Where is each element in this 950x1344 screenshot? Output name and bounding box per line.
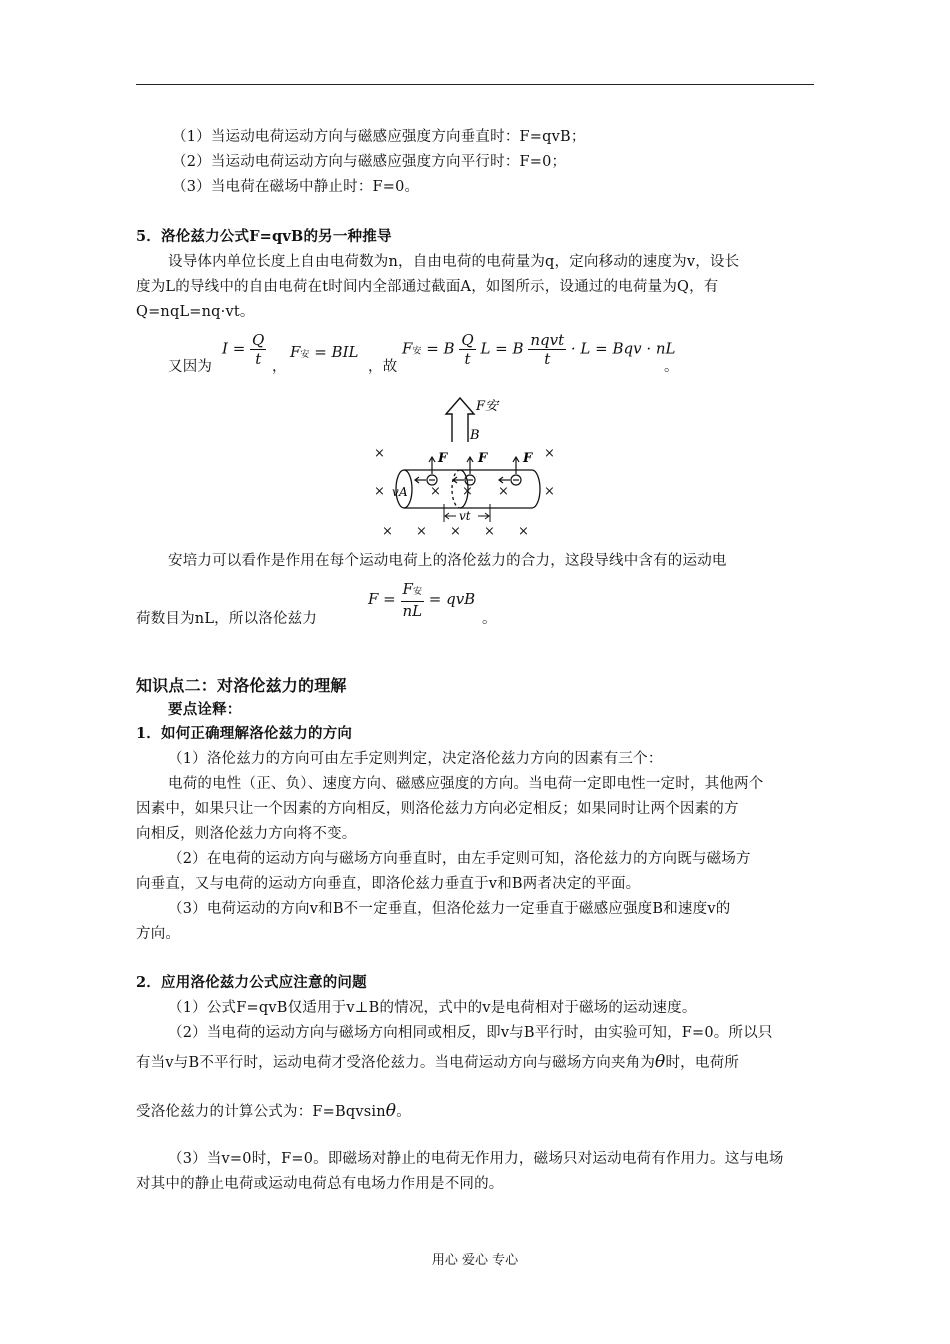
section-heading: 2．应用洛伦兹力公式应注意的问题 xyxy=(136,974,367,991)
formula-ampere xyxy=(290,343,358,361)
formula-current xyxy=(222,331,266,368)
subscript: 安 xyxy=(300,350,310,360)
theta-symbol: θ xyxy=(655,1052,666,1072)
text-line: ， xyxy=(272,359,287,375)
text-line: （1）洛伦兹力的方向可由左手定则判定，决定洛伦兹力方向的因素有三个： xyxy=(168,751,663,767)
numerator: F xyxy=(402,580,413,598)
text-line: 荷数目为nL，所以洛伦兹力 xyxy=(136,611,318,627)
numerator: Q xyxy=(461,331,474,349)
formula-text: F = xyxy=(368,590,396,608)
denominator: t xyxy=(544,350,551,368)
fraction xyxy=(250,331,266,368)
text-line: 方向。 xyxy=(136,926,181,942)
svg-text:×: × xyxy=(518,524,529,539)
label-F-an: F安 xyxy=(476,399,499,414)
label-F: F xyxy=(478,451,488,466)
page-footer: 用心 爱心 专心 xyxy=(431,1253,519,1268)
formula-text: · L = Bqv · nL xyxy=(570,339,676,358)
fraction xyxy=(528,331,566,368)
svg-text:×: × xyxy=(462,484,473,499)
text-line: （1）公式F=qvB仅适用于v⊥B的情况，式中的v是电荷相对于磁场的运动速度。 xyxy=(168,1000,697,1016)
svg-text:×: × xyxy=(382,524,393,539)
svg-text:×: × xyxy=(498,484,509,499)
text-line: （2）在电荷的运动方向与磁场方向垂直时，由左手定则可知，洛伦兹力的方向既与磁场方 xyxy=(168,851,751,867)
formula-text: F xyxy=(290,343,301,361)
wire-figure xyxy=(360,392,560,542)
text-span: 受洛伦兹力的计算公式为：F=Bqvsin xyxy=(136,1104,386,1120)
section-title: 知识点二：对洛伦兹力的理解 xyxy=(136,676,347,695)
label-F: F xyxy=(438,451,448,466)
fraction xyxy=(459,331,475,368)
denominator: t xyxy=(464,350,471,368)
text-line: 向相反，则洛伦兹力方向将不变。 xyxy=(136,826,357,842)
svg-text:×: × xyxy=(450,524,461,539)
text-line: （2）当电荷的运动方向与磁场方向相同或相反，即v与B平行时，由实验可知，F=0。所以只 xyxy=(168,1025,773,1041)
charge-markers xyxy=(415,457,521,485)
numerator: Q xyxy=(252,331,265,349)
text-line: （3）电荷运动的方向v和B不一定垂直，但洛伦兹力一定垂直于磁感应强度B和速度v的 xyxy=(168,901,731,917)
header-rule xyxy=(136,84,814,85)
svg-text:×: × xyxy=(430,484,441,499)
label-B: B xyxy=(470,428,480,443)
text-line: ，故 xyxy=(368,359,398,375)
fraction xyxy=(401,580,424,620)
text-line: 向垂直，又与电荷的运动方向垂直，即洛伦兹力垂直于v和B两者决定的平面。 xyxy=(136,876,641,892)
section-heading: 5．洛伦兹力公式F=qvB的另一种推导 xyxy=(136,228,392,245)
svg-text:×: × xyxy=(544,446,555,461)
text-line: 。 xyxy=(664,359,679,375)
formula-text: I = xyxy=(222,339,246,358)
text-line: （3）当v=0时，F=0。即磁场对静止的电荷无作用力，磁场只对运动电荷有作用力。这与电场 xyxy=(168,1151,784,1167)
text-span: 时，电荷所 xyxy=(665,1055,739,1071)
formula-derivation xyxy=(402,331,676,368)
svg-text:×: × xyxy=(374,446,385,461)
theta-symbol: θ xyxy=(385,1101,397,1121)
text-line: Q=nqL=nq·vt。 xyxy=(136,304,255,320)
svg-text:×: × xyxy=(544,484,555,499)
svg-text:×: × xyxy=(374,484,385,499)
text-line xyxy=(136,1101,411,1122)
svg-text:×: × xyxy=(416,524,427,539)
numerator: nqvt xyxy=(530,331,565,349)
label-A: A xyxy=(399,485,408,499)
text-line: （2）当运动电荷运动方向与磁感应强度方向平行时：F=0； xyxy=(172,154,567,170)
denominator: nL xyxy=(402,602,423,620)
text-line: （3）当电荷在磁场中静止时：F=0。 xyxy=(172,179,420,195)
denominator: t xyxy=(255,350,262,368)
formula-text: = qvB xyxy=(428,590,476,608)
text-line: 又因为 xyxy=(168,359,213,375)
text-line: 对其中的静止电荷或运动电荷总有电场力作用是不同的。 xyxy=(136,1176,504,1192)
text-line: 。 xyxy=(482,611,497,627)
section-heading: 1．如何正确理解洛伦兹力的方向 xyxy=(136,725,353,742)
formula-text: = BIL xyxy=(314,343,359,361)
text-line: （1）当运动电荷运动方向与磁感应强度方向垂直时：F=qvB； xyxy=(172,129,586,145)
formula-lorentz xyxy=(368,580,475,620)
formula-text: L = B xyxy=(480,339,524,358)
text-line: 安培力可以看作是作用在每个运动电荷上的洛伦兹力的合力，这段导线中含有的运动电 xyxy=(168,553,727,569)
label-v: v xyxy=(392,485,399,499)
text-line xyxy=(136,1052,739,1073)
subsection-label: 要点诠释： xyxy=(168,701,242,718)
text-line: 因素中，如果只让一个因素的方向相反，则洛伦兹力方向必定相反；如果同时让两个因素的方 xyxy=(136,801,739,817)
text-line: 电荷的电性（正、负）、速度方向、磁感应强度的方向。当电荷一定即电性一定时，其他两个 xyxy=(168,776,764,792)
text-line: 设导体内单位长度上自由电荷数为n，自由电荷的电荷量为q，定向移动的速度为v，设长 xyxy=(168,254,740,270)
text-line: 度为L的导线中的自由电荷在t时间内全部通过截面A，如图所示，设通过的电荷量为Q，有 xyxy=(136,279,719,295)
subscript: 安 xyxy=(412,346,422,357)
text-span: 有当v与B不平行时，运动电荷才受洛伦兹力。当电荷运动方向与磁场方向夹角为 xyxy=(136,1055,656,1071)
text-span: 。 xyxy=(396,1104,411,1120)
formula-text: F xyxy=(402,339,413,358)
label-F: F xyxy=(523,451,533,466)
label-vt: vt xyxy=(459,509,471,523)
formula-text: = B xyxy=(426,339,455,358)
subscript: 安 xyxy=(412,587,422,597)
svg-text:×: × xyxy=(484,524,495,539)
